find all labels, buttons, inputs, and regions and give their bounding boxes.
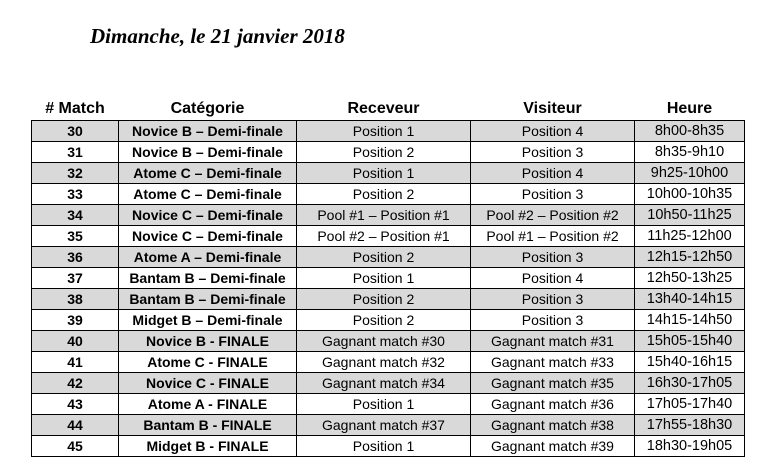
away-team-cell: Gagnant match #39 xyxy=(471,436,635,457)
away-team-cell: Position 3 xyxy=(471,184,635,205)
time-cell: 8h35-9h10 xyxy=(635,142,745,163)
category-cell: Novice C - FINALE xyxy=(119,373,297,394)
match-number-cell: 30 xyxy=(32,121,119,142)
time-cell: 15h40-16h15 xyxy=(635,352,745,373)
table-row xyxy=(32,163,745,184)
match-number-cell: 39 xyxy=(32,310,119,331)
match-number-cell: 33 xyxy=(32,184,119,205)
time-cell: 17h05-17h40 xyxy=(635,394,745,415)
away-team-cell: Position 4 xyxy=(471,121,635,142)
away-team-cell: Pool #1 – Position #2 xyxy=(471,226,635,247)
category-cell: Midget B – Demi-finale xyxy=(119,310,297,331)
away-team-cell: Pool #2 – Position #2 xyxy=(471,205,635,226)
time-cell: 10h50-11h25 xyxy=(635,205,745,226)
table-header-row xyxy=(32,98,745,121)
category-cell: Midget B - FINALE xyxy=(119,436,297,457)
away-team-cell: Gagnant match #31 xyxy=(471,331,635,352)
table-row xyxy=(32,121,745,142)
match-number-cell: 32 xyxy=(32,163,119,184)
match-number-cell: 31 xyxy=(32,142,119,163)
category-cell: Atome A – Demi-finale xyxy=(119,247,297,268)
home-team-cell: Position 2 xyxy=(297,184,471,205)
schedule-table xyxy=(31,98,745,457)
page-title: Dimanche, le 21 janvier 2018 xyxy=(90,24,345,48)
match-number-cell: 38 xyxy=(32,289,119,310)
away-team-cell: Position 3 xyxy=(471,289,635,310)
home-team-cell: Position 1 xyxy=(297,394,471,415)
home-team-cell: Position 2 xyxy=(297,310,471,331)
match-number-cell: 36 xyxy=(32,247,119,268)
table-row xyxy=(32,310,745,331)
header-receveur: Receveur xyxy=(297,98,471,121)
home-team-cell: Position 1 xyxy=(297,436,471,457)
table-row xyxy=(32,394,745,415)
time-cell: 17h55-18h30 xyxy=(635,415,745,436)
time-cell: 16h30-17h05 xyxy=(635,373,745,394)
away-team-cell: Gagnant match #33 xyxy=(471,352,635,373)
away-team-cell: Position 3 xyxy=(471,247,635,268)
category-cell: Atome A - FINALE xyxy=(119,394,297,415)
home-team-cell: Gagnant match #30 xyxy=(297,331,471,352)
time-cell: 12h50-13h25 xyxy=(635,268,745,289)
away-team-cell: Position 3 xyxy=(471,310,635,331)
category-cell: Bantam B – Demi-finale xyxy=(119,268,297,289)
match-number-cell: 42 xyxy=(32,373,119,394)
match-number-cell: 43 xyxy=(32,394,119,415)
away-team-cell: Position 3 xyxy=(471,142,635,163)
table-row xyxy=(32,331,745,352)
home-team-cell: Gagnant match #32 xyxy=(297,352,471,373)
time-cell: 13h40-14h15 xyxy=(635,289,745,310)
home-team-cell: Pool #1 – Position #1 xyxy=(297,205,471,226)
time-cell: 12h15-12h50 xyxy=(635,247,745,268)
table-row xyxy=(32,142,745,163)
home-team-cell: Position 2 xyxy=(297,289,471,310)
category-cell: Novice B – Demi-finale xyxy=(119,121,297,142)
header-visiteur: Visiteur xyxy=(471,98,635,121)
time-cell: 8h00-8h35 xyxy=(635,121,745,142)
category-cell: Bantam B - FINALE xyxy=(119,415,297,436)
home-team-cell: Position 2 xyxy=(297,142,471,163)
category-cell: Atome C - FINALE xyxy=(119,352,297,373)
category-cell: Novice B - FINALE xyxy=(119,331,297,352)
home-team-cell: Gagnant match #34 xyxy=(297,373,471,394)
time-cell: 15h05-15h40 xyxy=(635,331,745,352)
home-team-cell: Position 1 xyxy=(297,121,471,142)
match-number-cell: 35 xyxy=(32,226,119,247)
home-team-cell: Position 1 xyxy=(297,268,471,289)
away-team-cell: Position 4 xyxy=(471,268,635,289)
time-cell: 18h30-19h05 xyxy=(635,436,745,457)
time-cell: 10h00-10h35 xyxy=(635,184,745,205)
table-row xyxy=(32,415,745,436)
match-number-cell: 44 xyxy=(32,415,119,436)
category-cell: Novice C – Demi-finale xyxy=(119,226,297,247)
table-row xyxy=(32,247,745,268)
home-team-cell: Gagnant match #37 xyxy=(297,415,471,436)
header-heure: Heure xyxy=(635,98,745,121)
table-row xyxy=(32,205,745,226)
away-team-cell: Gagnant match #35 xyxy=(471,373,635,394)
away-team-cell: Gagnant match #36 xyxy=(471,394,635,415)
match-number-cell: 34 xyxy=(32,205,119,226)
time-cell: 9h25-10h00 xyxy=(635,163,745,184)
home-team-cell: Position 2 xyxy=(297,247,471,268)
table-row xyxy=(32,436,745,457)
time-cell: 11h25-12h00 xyxy=(635,226,745,247)
category-cell: Atome C – Demi-finale xyxy=(119,184,297,205)
table-row xyxy=(32,289,745,310)
table-row xyxy=(32,226,745,247)
table-row xyxy=(32,184,745,205)
category-cell: Bantam B – Demi-finale xyxy=(119,289,297,310)
match-number-cell: 40 xyxy=(32,331,119,352)
table-row xyxy=(32,352,745,373)
match-number-cell: 41 xyxy=(32,352,119,373)
header-categorie: Catégorie xyxy=(119,98,297,121)
home-team-cell: Position 1 xyxy=(297,163,471,184)
table-row xyxy=(32,373,745,394)
schedule-body xyxy=(32,121,745,457)
match-number-cell: 37 xyxy=(32,268,119,289)
header-match: # Match xyxy=(32,98,119,121)
category-cell: Atome C – Demi-finale xyxy=(119,163,297,184)
category-cell: Novice B – Demi-finale xyxy=(119,142,297,163)
table-row xyxy=(32,268,745,289)
away-team-cell: Gagnant match #38 xyxy=(471,415,635,436)
away-team-cell: Position 4 xyxy=(471,163,635,184)
time-cell: 14h15-14h50 xyxy=(635,310,745,331)
category-cell: Novice C – Demi-finale xyxy=(119,205,297,226)
match-number-cell: 45 xyxy=(32,436,119,457)
home-team-cell: Pool #2 – Position #1 xyxy=(297,226,471,247)
